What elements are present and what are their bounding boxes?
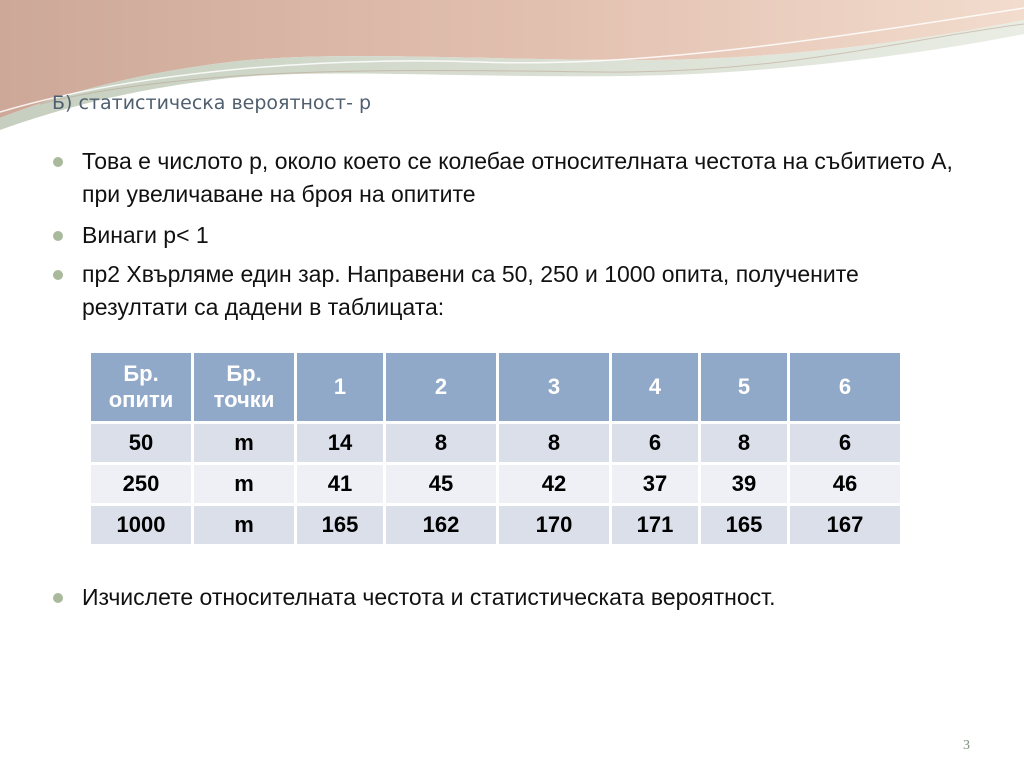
table-row [91,465,900,503]
table-row [91,506,900,544]
header-face-6: 6 [790,353,900,421]
bullet-dot-icon [53,593,63,603]
header-face-1: 1 [297,353,383,421]
bullet-definition [82,145,962,211]
table-cell: 165 [701,506,787,544]
bullet-dot-icon [53,157,63,167]
table-header-row [91,353,900,421]
header-face-3: 3 [499,353,609,421]
table-cell: 46 [790,465,900,503]
table-cell: 8 [701,424,787,462]
table-cell: 162 [386,506,496,544]
header-points: Бр. точки [194,353,294,421]
bullet-example [82,258,962,324]
bullet-text: Изчислете относителната честота и статистическата вероятност. [82,584,776,610]
slide-number: 3 [963,738,970,753]
table-cell: m [194,465,294,503]
bullet-text: пр2 Хвърляме един зар. Направени са 50, 250 и 1000 опита, получените резултати са дадени в таблицата: [82,261,859,320]
table-cell: 6 [790,424,900,462]
header-trials: Бр. опити [91,353,191,421]
table-cell: 8 [386,424,496,462]
table-cell: 171 [612,506,698,544]
table-cell: 8 [499,424,609,462]
results-table [88,350,903,547]
bullet-text: Това е числото p, около което се колебае относителната честота на събитието А, при увеличаване на броя на опитите [82,148,953,207]
bullet-always [82,219,962,252]
table-cell: 39 [701,465,787,503]
table-cell: 37 [612,465,698,503]
table-cell: 50 [91,424,191,462]
header-face-4: 4 [612,353,698,421]
table-cell: 170 [499,506,609,544]
table-cell: 45 [386,465,496,503]
table-cell: m [194,506,294,544]
table-cell: 14 [297,424,383,462]
bullet-task [82,581,962,614]
table-cell: 165 [297,506,383,544]
table-cell: 42 [499,465,609,503]
slide-title: Б) статистическа вероятност- p [52,92,372,114]
header-face-5: 5 [701,353,787,421]
bullet-dot-icon [53,270,63,280]
table-cell: 250 [91,465,191,503]
header-face-2: 2 [386,353,496,421]
table-cell: 1000 [91,506,191,544]
table-cell: 41 [297,465,383,503]
table-cell: m [194,424,294,462]
bullet-dot-icon [53,231,63,241]
table-cell: 167 [790,506,900,544]
bullet-text: Винаги p< 1 [82,222,209,248]
table-row [91,424,900,462]
table-cell: 6 [612,424,698,462]
